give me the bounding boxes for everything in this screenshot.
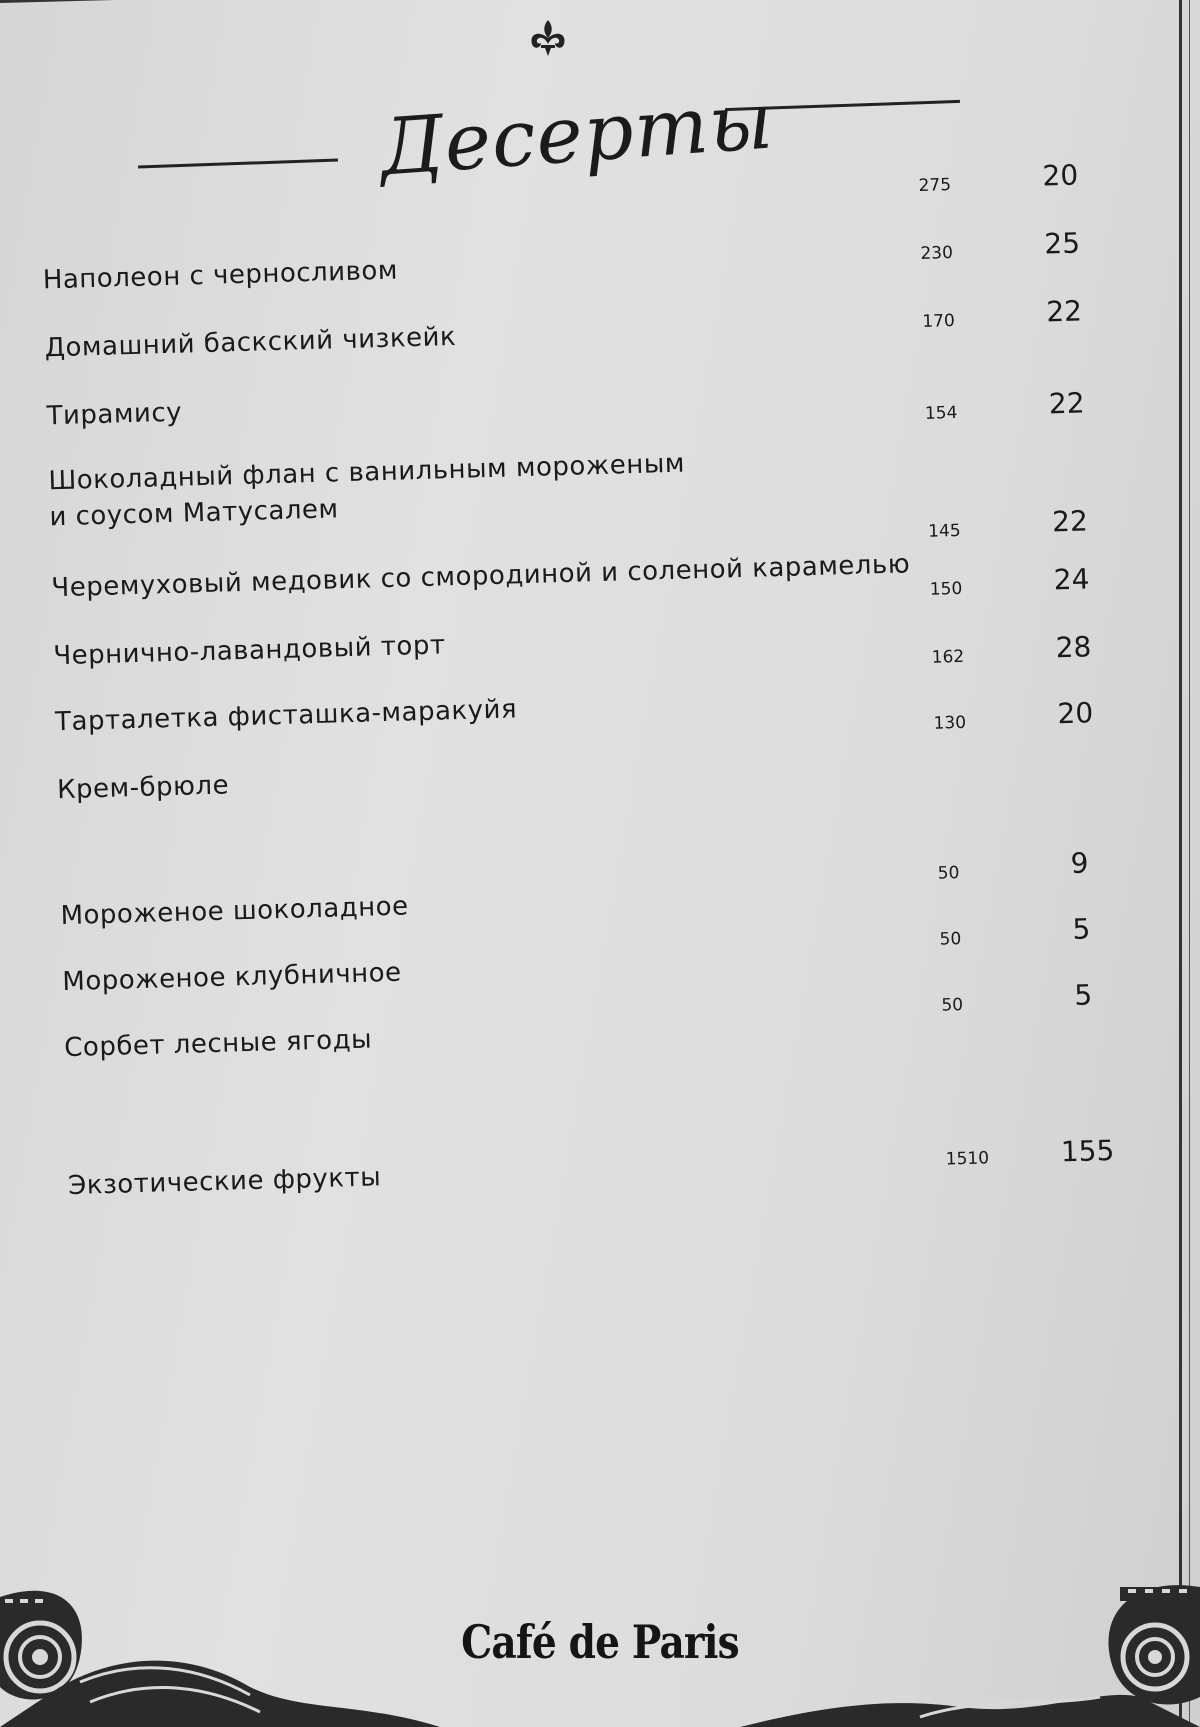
- item-price: 25: [1043, 226, 1081, 261]
- item-price: 9: [1070, 846, 1089, 880]
- item-weight: 162: [931, 646, 965, 668]
- item-weight: 50: [937, 863, 960, 884]
- item-name: Тарталетка фисташка-маракуйя: [54, 694, 518, 738]
- item-price: 155: [1060, 1133, 1115, 1169]
- item-weight: 275: [918, 175, 952, 196]
- item-weight: 170: [922, 310, 956, 332]
- item-price: 22: [1048, 386, 1085, 421]
- item-price: 22: [1051, 504, 1089, 539]
- item-price: 24: [1053, 562, 1090, 597]
- item-name: Шоколадный флан с ванильным мороженым и соусом Матусалем: [48, 448, 686, 533]
- item-price: 20: [1042, 158, 1079, 193]
- item-name: Чернично-лавандовый торт: [52, 630, 446, 672]
- item-price: 5: [1072, 912, 1091, 946]
- item-name: Мороженое шоколадное: [60, 891, 409, 932]
- item-name: Крем-брюле: [56, 770, 230, 806]
- item-name: Черемуховый медовик со смородиной и соленой карамелью: [51, 549, 911, 604]
- item-weight: 50: [939, 929, 962, 950]
- item-price: 22: [1045, 294, 1083, 329]
- item-name: Сорбет лесные ягоды: [63, 1024, 373, 1064]
- item-weight: 1510: [945, 1148, 990, 1170]
- item-weight: 50: [941, 995, 964, 1016]
- cafe-logo: Café de Paris: [461, 1615, 739, 1669]
- item-weight: 130: [933, 712, 967, 734]
- item-name: Тирамису: [46, 397, 183, 432]
- item-name: Мороженое клубничное: [62, 957, 402, 998]
- item-price: 5: [1073, 978, 1093, 1012]
- item-price: 28: [1055, 630, 1092, 665]
- item-weight: 230: [920, 243, 954, 264]
- item-name: Экзотические фрукты: [67, 1162, 382, 1202]
- item-name: Наполеон с черносливом: [42, 255, 399, 296]
- menu-item: [67, 1113, 1148, 1203]
- page-title: Десерты: [377, 76, 777, 194]
- item-weight: 154: [924, 402, 958, 424]
- item-price: 20: [1057, 696, 1094, 731]
- item-name: Домашний баскский чизкейк: [44, 321, 457, 364]
- item-weight: 150: [929, 578, 963, 600]
- item-weight: 145: [927, 520, 961, 542]
